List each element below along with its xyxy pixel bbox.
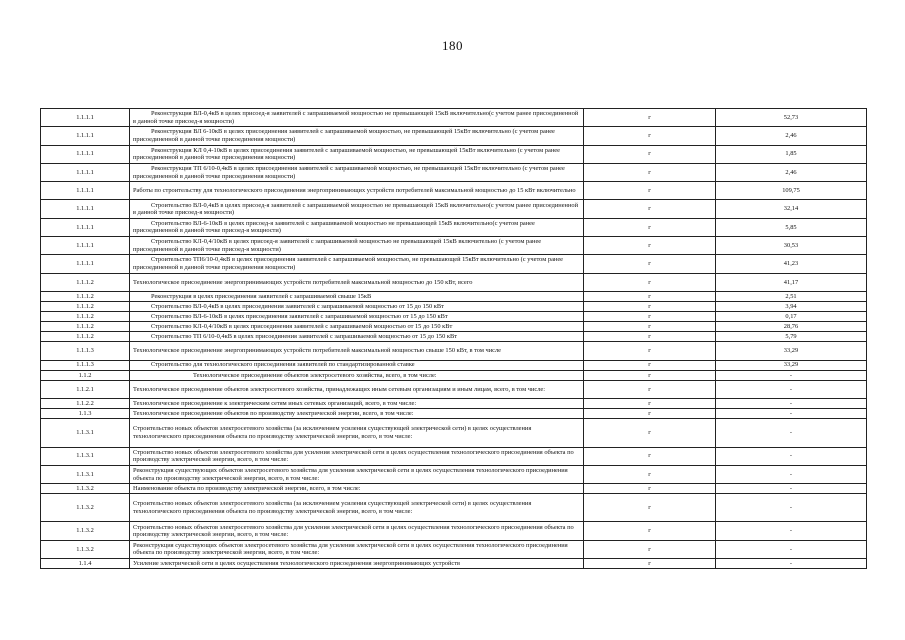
row-unit: г bbox=[584, 109, 716, 127]
row-name: Строительство ВЛ-6-10кВ в целях присоединения заявителей с запрашиваемой мощностью от 15 до 150 кВт bbox=[130, 312, 584, 322]
row-unit: г bbox=[584, 360, 716, 370]
row-name: Технологическое присоединение энергопринимающих устройств потребителей максимальной мощностью до 150 кВт, всего bbox=[130, 273, 584, 291]
row-number: 1.1.1.1 bbox=[41, 182, 130, 200]
row-name: Усиление электрической сети в целях осуществления технологического присоединения энергопринимающих устройств bbox=[130, 559, 584, 569]
row-number: 1.1.1.1 bbox=[41, 145, 130, 163]
table-row bbox=[41, 332, 867, 342]
row-unit: г bbox=[584, 419, 716, 447]
row-value: 32,14 bbox=[716, 200, 867, 218]
row-number: 1.1.3.1 bbox=[41, 447, 130, 465]
row-unit: г bbox=[584, 145, 716, 163]
row-name: Строительство КЛ-0,4/10кВ в целях присоединения заявителей с запрашиваемой мощностью от 15 до 150 кВт bbox=[130, 322, 584, 332]
row-unit: г bbox=[584, 302, 716, 312]
row-name: Строительство ТП 6/10-0,4кВ в целях присоединения заявителей с запрашиваемой мощностью от 15 до 150 кВт bbox=[130, 332, 584, 342]
table-row bbox=[41, 419, 867, 447]
table-row bbox=[41, 291, 867, 301]
row-value: 33,29 bbox=[716, 360, 867, 370]
row-name: Строительство ВЛ-0,4кВ в целях присоединения заявителей с запрашиваемой мощностью от 15 до 150 кВт bbox=[130, 302, 584, 312]
row-unit: г bbox=[584, 200, 716, 218]
table-row bbox=[41, 145, 867, 163]
row-value: - bbox=[716, 559, 867, 569]
row-number: 1.1.1.1 bbox=[41, 255, 130, 273]
table-row bbox=[41, 182, 867, 200]
row-unit: г bbox=[584, 484, 716, 494]
row-unit: г bbox=[584, 409, 716, 419]
row-number: 1.1.1.1 bbox=[41, 200, 130, 218]
row-value: - bbox=[716, 370, 867, 380]
table-row bbox=[41, 494, 867, 522]
row-value: - bbox=[716, 494, 867, 522]
row-unit: г bbox=[584, 273, 716, 291]
row-number: 1.1.3 bbox=[41, 409, 130, 419]
row-value: 109,75 bbox=[716, 182, 867, 200]
row-name: Технологическое присоединение объектов по производству электрической энергии, всего, в том числе: bbox=[130, 409, 584, 419]
row-number: 1.1.4 bbox=[41, 559, 130, 569]
row-number: 1.1.3.2 bbox=[41, 522, 130, 540]
row-value: 30,53 bbox=[716, 237, 867, 255]
row-unit: г bbox=[584, 332, 716, 342]
row-name: Реконструкция ТП 6/10-0,4кВ в целях присоединения заявителей с запрашиваемой мощностью, не превышающей 15кВт включительно (с учетом ранее присоединенной в данной точке присоединения мощности) bbox=[130, 163, 584, 181]
row-value: 5,79 bbox=[716, 332, 867, 342]
table-row bbox=[41, 237, 867, 255]
row-name: Технологическое присоединение объектов электросетевого хозяйства, принадлежащих иным сетевым организациям и иным лицам, всего, в том числе: bbox=[130, 380, 584, 398]
row-name: Реконструкция КЛ 0,4-10кВ в целях присоединения заявителей с запрашиваемой мощностью, не превышающей 15кВт включительно (с учетом ранее присоединенной в данной точке присоединения мощности) bbox=[130, 145, 584, 163]
row-value: 28,76 bbox=[716, 322, 867, 332]
row-number: 1.1.1.2 bbox=[41, 273, 130, 291]
row-value: 1,85 bbox=[716, 145, 867, 163]
row-unit: г bbox=[584, 291, 716, 301]
row-name: Строительство для технологического присоединения заявителей по стандартизированной ставке bbox=[130, 360, 584, 370]
row-unit: г bbox=[584, 312, 716, 322]
row-number: 1.1.3.2 bbox=[41, 484, 130, 494]
row-name: Технологическое присоединение к электрическим сетям иных сетевых организаций, всего, в том числе: bbox=[130, 399, 584, 409]
row-value: 0,17 bbox=[716, 312, 867, 322]
row-number: 1.1.1.1 bbox=[41, 237, 130, 255]
row-name: Строительство новых объектов электросетевого хозяйства для усиления электрической сети в целях осуществления технологического присоединения объекта по производству электрической энергии, всего, в том числе: bbox=[130, 447, 584, 465]
row-number: 1.1.1.1 bbox=[41, 127, 130, 145]
row-unit: г bbox=[584, 182, 716, 200]
row-number: 1.1.1.1 bbox=[41, 163, 130, 181]
row-number: 1.1.3.1 bbox=[41, 465, 130, 483]
row-number: 1.1.3.1 bbox=[41, 419, 130, 447]
row-name: Строительство ТП6/10-0,4кВ в целях присоединения заявителей с запрашиваемой мощностью, не превышающей 15кВт включительно (с учетом ранее присоединенной в данной точке присоединения мощности) bbox=[130, 255, 584, 273]
row-value: - bbox=[716, 409, 867, 419]
table-row bbox=[41, 302, 867, 312]
row-unit: г bbox=[584, 127, 716, 145]
row-value: - bbox=[716, 380, 867, 398]
row-number: 1.1.3.2 bbox=[41, 494, 130, 522]
row-number: 1.1.1.2 bbox=[41, 291, 130, 301]
table-row bbox=[41, 273, 867, 291]
row-number: 1.1.2.2 bbox=[41, 399, 130, 409]
row-unit: г bbox=[584, 322, 716, 332]
table-row bbox=[41, 342, 867, 360]
row-number: 1.1.1.2 bbox=[41, 322, 130, 332]
row-name: Строительство ВЛ-0,4кВ в целях присоед-я заявителей с запрашиваемой мощностью не превышающей 15кВ включительно(с учетом ранее присоединенной в данной точке присоед-я мощности) bbox=[130, 200, 584, 218]
row-name: Строительство новых объектов электросетевого хозяйства (за исключением усиления существующей электрической сети) в целях осуществления технологического присоединения объекта по производству электрической энергии, всего, в том числе: bbox=[130, 419, 584, 447]
row-value: - bbox=[716, 484, 867, 494]
table-row bbox=[41, 163, 867, 181]
table-row bbox=[41, 522, 867, 540]
row-name: Работы по строительству для технологического присоединения энергопринимающих устройств потребителей максимальной мощностью до 15 кВт включительно bbox=[130, 182, 584, 200]
row-unit: г bbox=[584, 380, 716, 398]
row-unit: г bbox=[584, 522, 716, 540]
row-unit: г bbox=[584, 399, 716, 409]
investment-table bbox=[40, 108, 866, 569]
row-number: 1.1.1.3 bbox=[41, 342, 130, 360]
row-value: 2,46 bbox=[716, 163, 867, 181]
table-row bbox=[41, 540, 867, 558]
row-value: 2,46 bbox=[716, 127, 867, 145]
row-unit: г bbox=[584, 342, 716, 360]
row-unit: г bbox=[584, 494, 716, 522]
table-row bbox=[41, 447, 867, 465]
row-unit: г bbox=[584, 559, 716, 569]
row-value: 2,51 bbox=[716, 291, 867, 301]
row-value: 41,17 bbox=[716, 273, 867, 291]
row-number: 1.1.1.2 bbox=[41, 312, 130, 322]
row-name: Реконструкция существующих объектов электросетевого хозяйства для усиления электрической сети в целях осуществления технологического присоединения объекта по производству электрической энергии, всего, в том числе: bbox=[130, 540, 584, 558]
row-number: 1.1.1.1 bbox=[41, 109, 130, 127]
row-number: 1.1.2 bbox=[41, 370, 130, 380]
row-value: - bbox=[716, 522, 867, 540]
row-name: Технологическое присоединение энергопринимающих устройств потребителей максимальной мощностью свыше 150 кВт, в том числе bbox=[130, 342, 584, 360]
row-name: Строительство КЛ-0,4/10кВ в целях присоед-я заявителей с запрашиваемой мощностью не превышающей 15кВ включительно (с учетом ранее присоединенной в данной точке присоед-я мощности) bbox=[130, 237, 584, 255]
row-name: Реконструкция ВЛ-0,4кВ в целях присоед-я заявителей с запрашиваемой мощностью не превышающей 15кВ включительно(с учетом ранее присоединенной в данной точке присоед-я мощности) bbox=[130, 109, 584, 127]
row-unit: г bbox=[584, 218, 716, 236]
table-row bbox=[41, 484, 867, 494]
row-name: Наименование объекта по производству электрической энергии, всего, в том числе: bbox=[130, 484, 584, 494]
row-number: 1.1.2.1 bbox=[41, 380, 130, 398]
table-row bbox=[41, 399, 867, 409]
row-name: Технологическое присоединение объектов электросетевого хозяйства, всего, в том числе: bbox=[130, 370, 584, 380]
row-value: - bbox=[716, 419, 867, 447]
table-row bbox=[41, 255, 867, 273]
row-number: 1.1.1.2 bbox=[41, 302, 130, 312]
table-row bbox=[41, 127, 867, 145]
table-row bbox=[41, 409, 867, 419]
table-row bbox=[41, 360, 867, 370]
row-value: - bbox=[716, 465, 867, 483]
table-row bbox=[41, 465, 867, 483]
data-table bbox=[40, 108, 867, 569]
row-number: 1.1.3.2 bbox=[41, 540, 130, 558]
row-name: Строительство ВЛ-6-10кВ в целях присоед-я заявителей с запрашиваемой мощностью не превышающей 15кВ включительно(с учетом ранее присоединенной в данной точке присоед-я мощности) bbox=[130, 218, 584, 236]
row-name: Строительство новых объектов электросетевого хозяйства (за исключением усиления существующей электрической сети) в целях осуществления технологического присоединения объекта по производству электрической энергии, всего, в том числе: bbox=[130, 494, 584, 522]
row-value: 5,85 bbox=[716, 218, 867, 236]
row-unit: г bbox=[584, 447, 716, 465]
row-unit: г bbox=[584, 255, 716, 273]
table-row bbox=[41, 322, 867, 332]
row-value: 41,23 bbox=[716, 255, 867, 273]
row-value: 52,73 bbox=[716, 109, 867, 127]
row-value: 3,94 bbox=[716, 302, 867, 312]
page-number: 180 bbox=[442, 38, 463, 53]
row-value: - bbox=[716, 447, 867, 465]
row-unit: г bbox=[584, 163, 716, 181]
row-number: 1.1.1.1 bbox=[41, 218, 130, 236]
table-row bbox=[41, 380, 867, 398]
row-name: Строительство новых объектов электросетевого хозяйства для усиления электрической сети в целях осуществления технологического присоединения объекта по производству электрической энергии, всего, в том числе: bbox=[130, 522, 584, 540]
table-row bbox=[41, 559, 867, 569]
row-name: Реконструкция в целях присоединения заявителей с запрашиваемой свыше 15кВ bbox=[130, 291, 584, 301]
row-value: - bbox=[716, 540, 867, 558]
table-row bbox=[41, 109, 867, 127]
table-row bbox=[41, 370, 867, 380]
row-name: Реконструкция ВЛ 6-10кВ в целях присоединения заявителей с запрашиваемой мощностью, не превышающей 15кВт включительно (с учетом ранее присоединенной в данной точке присоединения мощности) bbox=[130, 127, 584, 145]
table-row bbox=[41, 218, 867, 236]
row-name: Реконструкция существующих объектов электросетевого хозяйства для усиления электрической сети в целях осуществления технологического присоединения объекта по производству электрической энергии, всего, в том числе: bbox=[130, 465, 584, 483]
row-unit: г bbox=[584, 465, 716, 483]
row-value: 33,29 bbox=[716, 342, 867, 360]
table-row bbox=[41, 312, 867, 322]
row-value: - bbox=[716, 399, 867, 409]
row-number: 1.1.1.3 bbox=[41, 360, 130, 370]
row-number: 1.1.1.2 bbox=[41, 332, 130, 342]
row-unit: г bbox=[584, 370, 716, 380]
table-row bbox=[41, 200, 867, 218]
row-unit: г bbox=[584, 540, 716, 558]
row-unit: г bbox=[584, 237, 716, 255]
